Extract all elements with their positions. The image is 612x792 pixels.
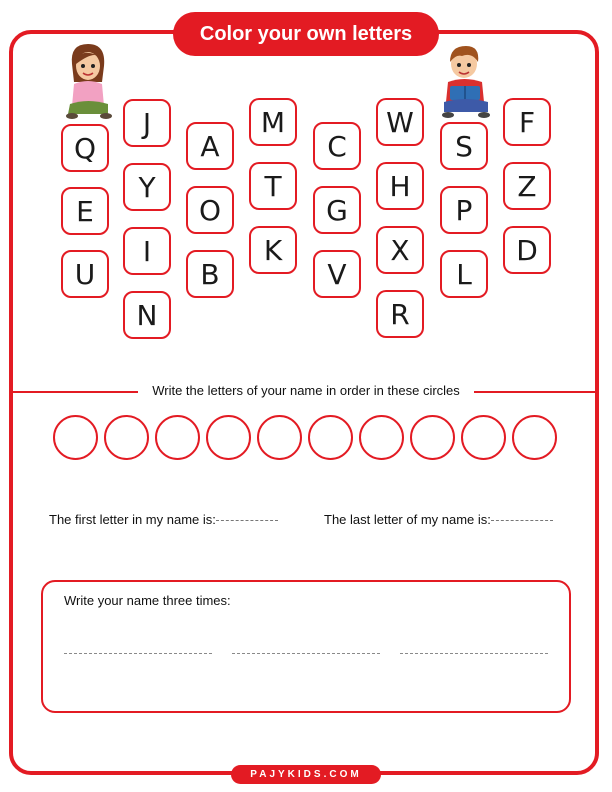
letter-tile-v[interactable]: V — [313, 250, 361, 298]
name-letter-circle[interactable] — [206, 415, 251, 460]
first-letter-answer-line[interactable] — [216, 520, 278, 521]
first-letter-prompt — [49, 512, 278, 527]
name-writing-line[interactable] — [64, 653, 212, 654]
letter-tile-p[interactable]: P — [440, 186, 488, 234]
letter-tile-w[interactable]: W — [376, 98, 424, 146]
letter-tile-i[interactable]: I — [123, 227, 171, 275]
letter-tile-b[interactable]: B — [186, 250, 234, 298]
letter-tile-e[interactable]: E — [61, 187, 109, 235]
letter-tile-c[interactable]: C — [313, 122, 361, 170]
name-letter-circle[interactable] — [410, 415, 455, 460]
last-letter-label: The last letter of my name is: — [324, 512, 491, 527]
first-letter-label: The first letter in my name is: — [49, 512, 216, 527]
name-letter-circle[interactable] — [257, 415, 302, 460]
letter-tile-j[interactable]: J — [123, 99, 171, 147]
name-letter-circle[interactable] — [512, 415, 557, 460]
name-letter-circle[interactable] — [461, 415, 506, 460]
letter-tile-s[interactable]: S — [440, 122, 488, 170]
circles-instruction: Write the letters of your name in order in these circles — [140, 383, 472, 398]
letter-tile-l[interactable]: L — [440, 250, 488, 298]
name-letter-circle[interactable] — [104, 415, 149, 460]
name-writing-line[interactable] — [400, 653, 548, 654]
letter-tile-d[interactable]: D — [503, 226, 551, 274]
letter-tile-a[interactable]: A — [186, 122, 234, 170]
section-divider-right — [474, 391, 595, 393]
letter-tile-k[interactable]: K — [249, 226, 297, 274]
name-letter-circle[interactable] — [155, 415, 200, 460]
letter-tile-m[interactable]: M — [249, 98, 297, 146]
letter-tile-h[interactable]: H — [376, 162, 424, 210]
letter-tile-u[interactable]: U — [61, 250, 109, 298]
footer-brand: PAJYKIDS.COM — [231, 765, 381, 784]
name-letter-circle[interactable] — [359, 415, 404, 460]
letter-tile-x[interactable]: X — [376, 226, 424, 274]
letter-tile-r[interactable]: R — [376, 290, 424, 338]
letter-tile-q[interactable]: Q — [61, 124, 109, 172]
last-letter-prompt — [324, 512, 553, 527]
letter-tile-n[interactable]: N — [123, 291, 171, 339]
page-title: Color your own letters — [173, 12, 439, 56]
letter-tile-y[interactable]: Y — [123, 163, 171, 211]
letter-tile-o[interactable]: O — [186, 186, 234, 234]
last-letter-answer-line[interactable] — [491, 520, 553, 521]
boy-reading-illustration — [440, 42, 492, 122]
girl-sitting-illustration — [62, 42, 114, 120]
section-divider-left — [13, 391, 138, 393]
name-practice-title: Write your name three times: — [64, 593, 231, 608]
name-writing-line[interactable] — [232, 653, 380, 654]
letter-tile-t[interactable]: T — [249, 162, 297, 210]
letter-tile-f[interactable]: F — [503, 98, 551, 146]
name-letter-circle[interactable] — [308, 415, 353, 460]
letter-tile-g[interactable]: G — [313, 186, 361, 234]
name-letter-circle[interactable] — [53, 415, 98, 460]
letter-tile-z[interactable]: Z — [503, 162, 551, 210]
